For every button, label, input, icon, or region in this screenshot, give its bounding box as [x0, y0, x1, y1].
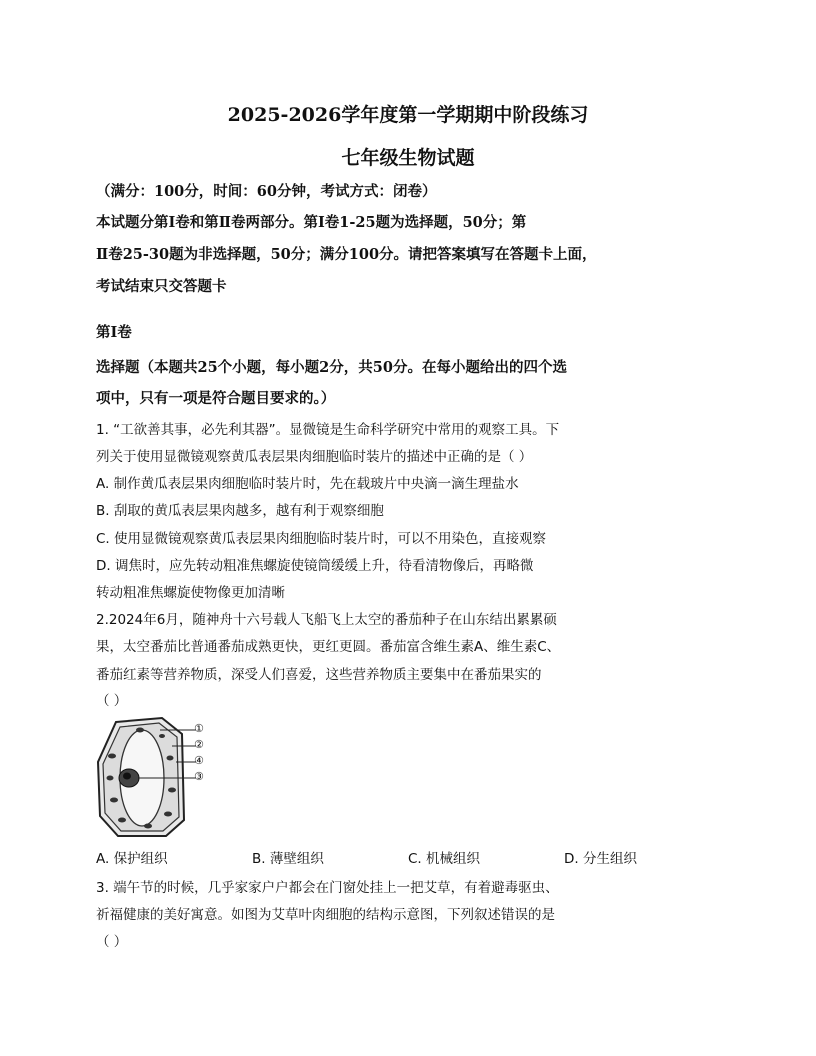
q2-option-d: D. 分生组织 [564, 851, 637, 867]
figure-label-4: ④ [194, 754, 204, 767]
instruction-line: 考试结束只交答题卡 [96, 278, 227, 295]
q3-stem: （ ） [96, 934, 128, 950]
instruction-line: Ⅱ卷25-30题为非选择题，50分；满分100分。请把答案填写在答题卡上面， [96, 246, 597, 263]
q3-stem: 祈福健康的美好寓意。如图为艾草叶肉细胞的结构示意图，下列叙述错误的是 [96, 907, 555, 923]
section-description: 选择题（本题共25个小题，每小题2分，共50分。在每小题给出的四个选 [96, 359, 567, 376]
q1-option-d-cont: 转动粗准焦螺旋使物像更加清晰 [96, 585, 285, 601]
q2-stem: （ ） [96, 693, 128, 709]
figure-label-3: ③ [194, 770, 204, 783]
exam-title: 2025-2026学年度第一学期期中阶段练习 [227, 104, 589, 126]
q2-option-c: C. 机械组织 [408, 851, 481, 867]
instruction-line: 本试题分第Ⅰ卷和第Ⅱ卷两部分。第Ⅰ卷1-25题为选择题，50分；第 [96, 214, 527, 231]
q2-stem: 果，太空番茄比普通番茄成熟更快，更红更圆。番茄富含维生素A、维生素C、 [96, 639, 561, 655]
q1-option-d: D. 调焦时，应先转动粗准焦螺旋使镜筒缓缓上升，待看清物像后，再略微 [96, 558, 534, 574]
q1-option-c: C. 使用显微镜观察黄瓜表层果肉细胞临时装片时，可以不用染色，直接观察 [96, 531, 547, 547]
q2-option-a: A. 保护组织 [96, 851, 168, 867]
exam-meta: （满分：100分，时间：60分钟，考试方式：闭卷） [96, 183, 437, 200]
section-label: 第Ⅰ卷 [96, 324, 132, 341]
q3-stem: 3. 端午节的时候，几乎家家户户都会在门窗处挂上一把艾草，有着避毒驱虫、 [96, 880, 559, 896]
exam-subtitle: 七年级生物试题 [341, 147, 475, 169]
q1-stem: 1. “工欲善其事，必先利其器”。显微镜是生命科学研究中常用的观察工具。下 [96, 422, 560, 438]
q2-stem: 2.2024年6月，随神舟十六号载人飞船飞上太空的番茄种子在山东结出累累硕 [96, 612, 557, 628]
figure-label-2: ② [194, 738, 204, 751]
q1-stem: 列关于使用显微镜观察黄瓜表层果肉细胞临时装片的描述中正确的是（ ） [96, 449, 533, 465]
section-description: 项中，只有一项是符合题目要求的。） [96, 390, 336, 407]
q1-option-b: B. 刮取的黄瓜表层果肉越多，越有利于观察细胞 [96, 503, 384, 519]
q1-option-a: A. 制作黄瓜表层果肉细胞临时装片时，先在载玻片中央滴一滴生理盐水 [96, 476, 519, 492]
leaf-cell-figure [96, 716, 212, 840]
q2-option-b: B. 薄壁组织 [252, 851, 324, 867]
q2-stem: 番茄红素等营养物质，深受人们喜爱，这些营养物质主要集中在番茄果实的 [96, 667, 542, 683]
figure-label-1: ① [194, 722, 204, 735]
